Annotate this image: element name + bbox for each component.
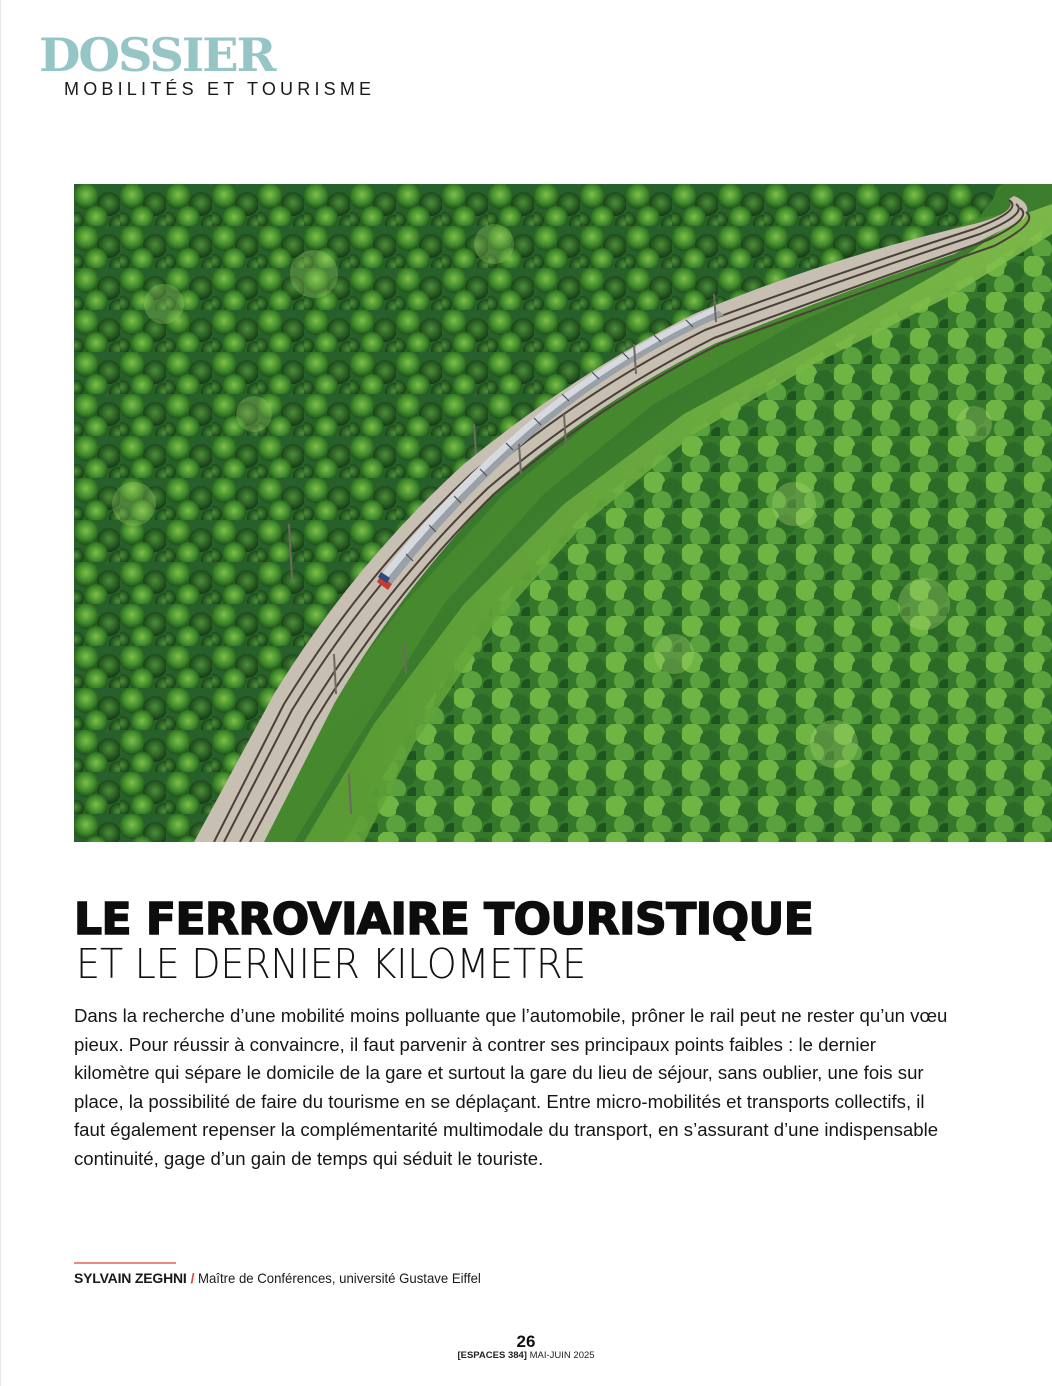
page-number: 26 <box>516 1332 536 1351</box>
publication-name: [ESPACES 384] <box>457 1350 527 1361</box>
author-role: Maître de Conférences, université Gustave Eiffel <box>198 1270 482 1286</box>
page-edge <box>0 0 1 1386</box>
forest-railway-illustration <box>74 184 1052 842</box>
issue-date: MAI-JUIN 2025 <box>529 1350 595 1361</box>
article-title: LE FERROVIAIRE TOURISTIQUE <box>74 894 814 945</box>
issue-line <box>0 1350 1052 1362</box>
byline-separator: / <box>190 1270 195 1286</box>
hero-photo <box>74 184 1052 842</box>
article-subtitle: ET LE DERNIER KILOMETRE <box>76 940 586 988</box>
article-lead: Dans la recherche d’une mobilité moins polluante que l’automobile, prôner le rail peut ne rester qu’un vœu pieux. Pour réussir à convaincre, il faut parvenir à contrer ses principaux points faibles : le dernier kilomètre qui sépare le domicile de la gare et surtout la gare du lieu de séjour, sans oublier, une fois sur place, la possibilité de faire du tourisme en se déplaçant. Entre micro-mobilités et transports collectifs, il faut également repenser la complémentarité multimodale du transport, en s’assurant d’une indispensable continuité, gage d’un gain de temps qui séduit le touriste. <box>74 1005 948 1169</box>
author-name: SYLVAIN ZEGHNI <box>74 1270 187 1286</box>
section-title: MOBILITÉS ET TOURISME <box>64 79 376 99</box>
byline-rule <box>74 1262 176 1264</box>
byline <box>74 1269 499 1287</box>
dossier-kicker: DOSSIER <box>39 28 275 82</box>
page-footer <box>0 1333 1052 1362</box>
